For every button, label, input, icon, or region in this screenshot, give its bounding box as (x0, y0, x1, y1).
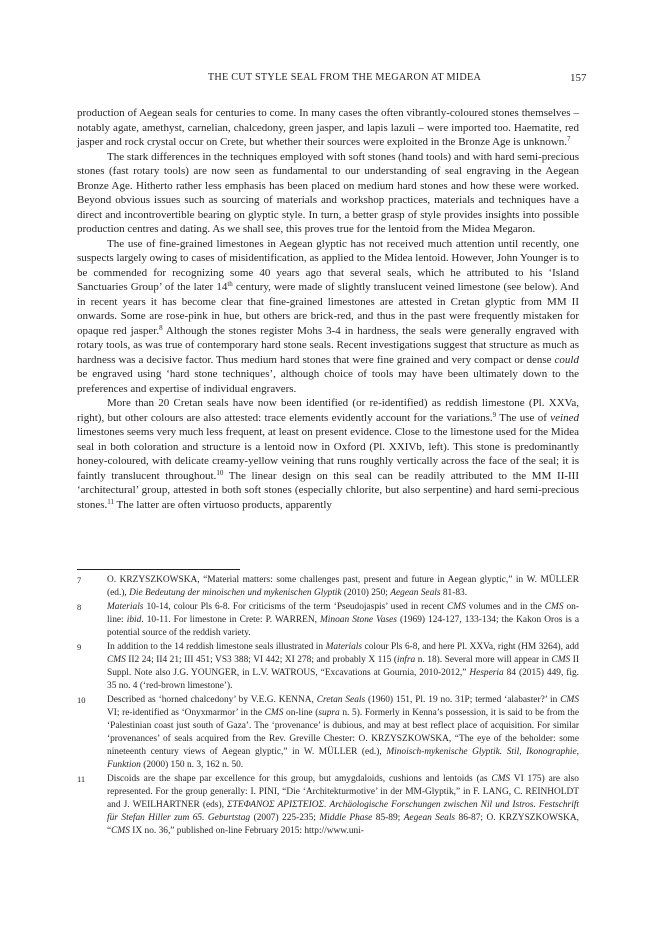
footnote-10: 10 Described as ‘horned chalcedony’ by V.E.G. KENNA, Cretan Seals (1960) 151, Pl. 19 no. 31P; termed ‘alabaster?’ in CMS VI; re-identified as ‘Onyxmarmor’ in the CMS on-line (supra n. 5). Formerly in Kenna’s possession, it is said to be from the ‘Palestinian coast just south of Gaza’. The ‘provenance’ is dubious, and may at best reflect place of acquisition. For similar ‘provenances’ of seals acquired from the Rev. Greville Chester: O. KRZYSZKOWSKA, “The eye of the beholder: some nineteenth century views of Aegean glyptic,” in W. MÜLLER (ed.), Minoisch-mykenische Glyptik. Stil, Ikonographie, Funktion (2000) 150 n. 3, 162 n. 50. (77, 695, 579, 770)
footnote-ref-9[interactable]: 9 (492, 410, 497, 419)
footnote-9: 9 In addition to the 14 reddish limestone seals illustrated in Materials colour Pls 6-8, and here Pl. XXVa, right (HM 3264), add CMS II2 24; II4 21; III 451; VS3 388; VI 442; XI 278; and probably X 115 (infra n. 18). Several more will appear in CMS II Suppl. Note also J.G. YOUNGER, in L.V. WATROUS, “Excavations at Gournia, 2010-2012,” Hesperia 84 (2015) 449, fig. 35 no. 4 (‘red-brown limestone’). (77, 642, 579, 691)
footnote-7: 7 O. KRZYSZKOWSKA, “Material matters: some challenges past, present and future in Aegean glyptic,” in W. MÜLLER (ed.), Die Bedeutung der minoischen und mykenischen Glyptik (2010) 250; Aegean Seals 81-83. (77, 575, 579, 598)
footnote-number: 7 (77, 575, 82, 585)
footnote-number: 8 (77, 602, 82, 612)
footnote-11: 11 Discoids are the shape par excellence for this group, but amygdaloids, cushions and lentoids (as CMS VI 175) are also represented. For the group generally: I. PINI, “Die ‘Architekturmotive’ in der MM-Glyptik,” in F. LANG, C. REINHOLDT and J. WEILHARTNER (eds), ΣΤΕΦΑΝΟΣ ΑΡΙΣΤΕΙΟΣ. Archäologische Forschungen zwischen Nil und Istros. Festschrift für Stefan Hiller zum 65. Geburtstag (2007) 225-235; Middle Phase 85-89; Aegean Seals 86-87; O. KRZYSZKOWSKA, “CMS IX no. 36,” published on-line February 2015: http://www.uni- (77, 774, 580, 836)
main-text (77, 106, 579, 512)
paragraph-3: The use of fine-grained limestones in Aegean glyptic has not received much attention until recently, one suspects largely owing to cases of misidentification, as applied to the Midea lentoid. However, John Younger is to be commended for recognizing some 40 years ago that several seals, which he attributed to his ‘Island Sanctuaries Group’ of the later 14th century, were made of slightly translucent veined limestone (see below). And in recent years it has become clear that fine-grained limestones are attested in Cretan glyptic from MM II onwards. Some are rose-pink in hue, but others are brick-red, and thus in the past were frequently mistaken for opaque red jasper.$^8$ Although the stones register Mohs 3-4 in hardness, the seals were generally engraved with rotary tools, as was true of contemporary hard stone seals. Recent investigations suggest that structure as much as hardness was a decisive factor. Thus medium hard stones that were fine grained and very compact or dense could be engraved using ‘hard stone techniques’, although choice of tools may have been ultimately down to the preferences and expertise of individual engravers. (77, 237, 580, 395)
running-title: THE CUT STYLE SEAL FROM THE MEGARON AT MIDEA (207, 72, 482, 83)
footnotes (77, 574, 579, 839)
emphasis-veined: veined (550, 411, 579, 424)
footnote-number: 11 (77, 774, 86, 784)
paragraph-2: The stark differences in the techniques employed with soft stones (hand tools) and with hard semi-precious stones (fast rotary tools) are now seen as fundamental to our understanding of seal engraving in the Aegean Bronze Age. Hitherto rather less emphasis has been placed on medium hard stones and how these were worked. Beyond obvious issues such as sourcing of materials and workshop practices, materials and techniques have a direct and incontrovertible bearing on glyptic style. In turn, a better grasp of style provides insights into possible production centres and dating. As we shall see, this proves true for the lentoid from the Midea Megaron. (77, 150, 579, 235)
emphasis-could: could (554, 353, 579, 366)
footnote-ref-8[interactable]: 8 (159, 323, 163, 332)
paragraph-1: production of Aegean seals for centuries to come. In many cases the often vibrantly-coloured stones themselves – notably agate, amethyst, carnelian, chalcedony, green jasper, and lapis lazuli – were imported too. Haematite, red jasper and rock crystal occur on Crete, but whether their sources were exploited in the Bronze Age is unknown.$^7$ (77, 107, 579, 148)
paragraph-4: More than 20 Cretan seals have now been identified (or re-identified) as reddish limestone (Pl. XXVa, right), but other colours are also attested: trace elements evidently account for the variations.$^9$ The use of veined limestones seems very much less frequent, at least on present evidence. Close to the limestone used for the Midea seal in both coloration and structure is a lentoid now in Oxford (Pl. XXIVb, left). This stone is predominantly honey-coloured, with delicate creamy-yellow veining that runs roughly vertically across the face of the seal; it is faintly translucent throughout.$^{10}$ The linear design on this seal can be readily attributed to the MM II-III ‘architectural’ group, attested in both soft stones (especially chlorite, but also serpentine) and hard semi-precious stones.$^{11}$ The latter are often virtuoso products, apparently (77, 397, 580, 511)
footnote-divider (77, 569, 240, 570)
footnote-8: 8 Materials 10-14, colour Pls 6-8. For criticisms of the term ‘Pseudojaspis’ used in recent CMS volumes and in the CMS on-line: ibid. 10-11. For limestone in Crete: P. WARREN, Minoan Stone Vases (1969) 124-127, 133-134; the Kakon Oros is a potential source of the reddish variety. (77, 602, 579, 638)
footnote-number: 9 (77, 642, 82, 652)
footnote-number: 10 (77, 695, 86, 705)
footnote-ref-10[interactable]: 10 (216, 468, 224, 477)
page-number: 157 (570, 72, 587, 84)
footnote-ref-7[interactable]: 7 (566, 135, 571, 143)
footnote-ref-11[interactable]: 11 (107, 497, 114, 506)
ordinal-suffix: th (227, 280, 233, 288)
